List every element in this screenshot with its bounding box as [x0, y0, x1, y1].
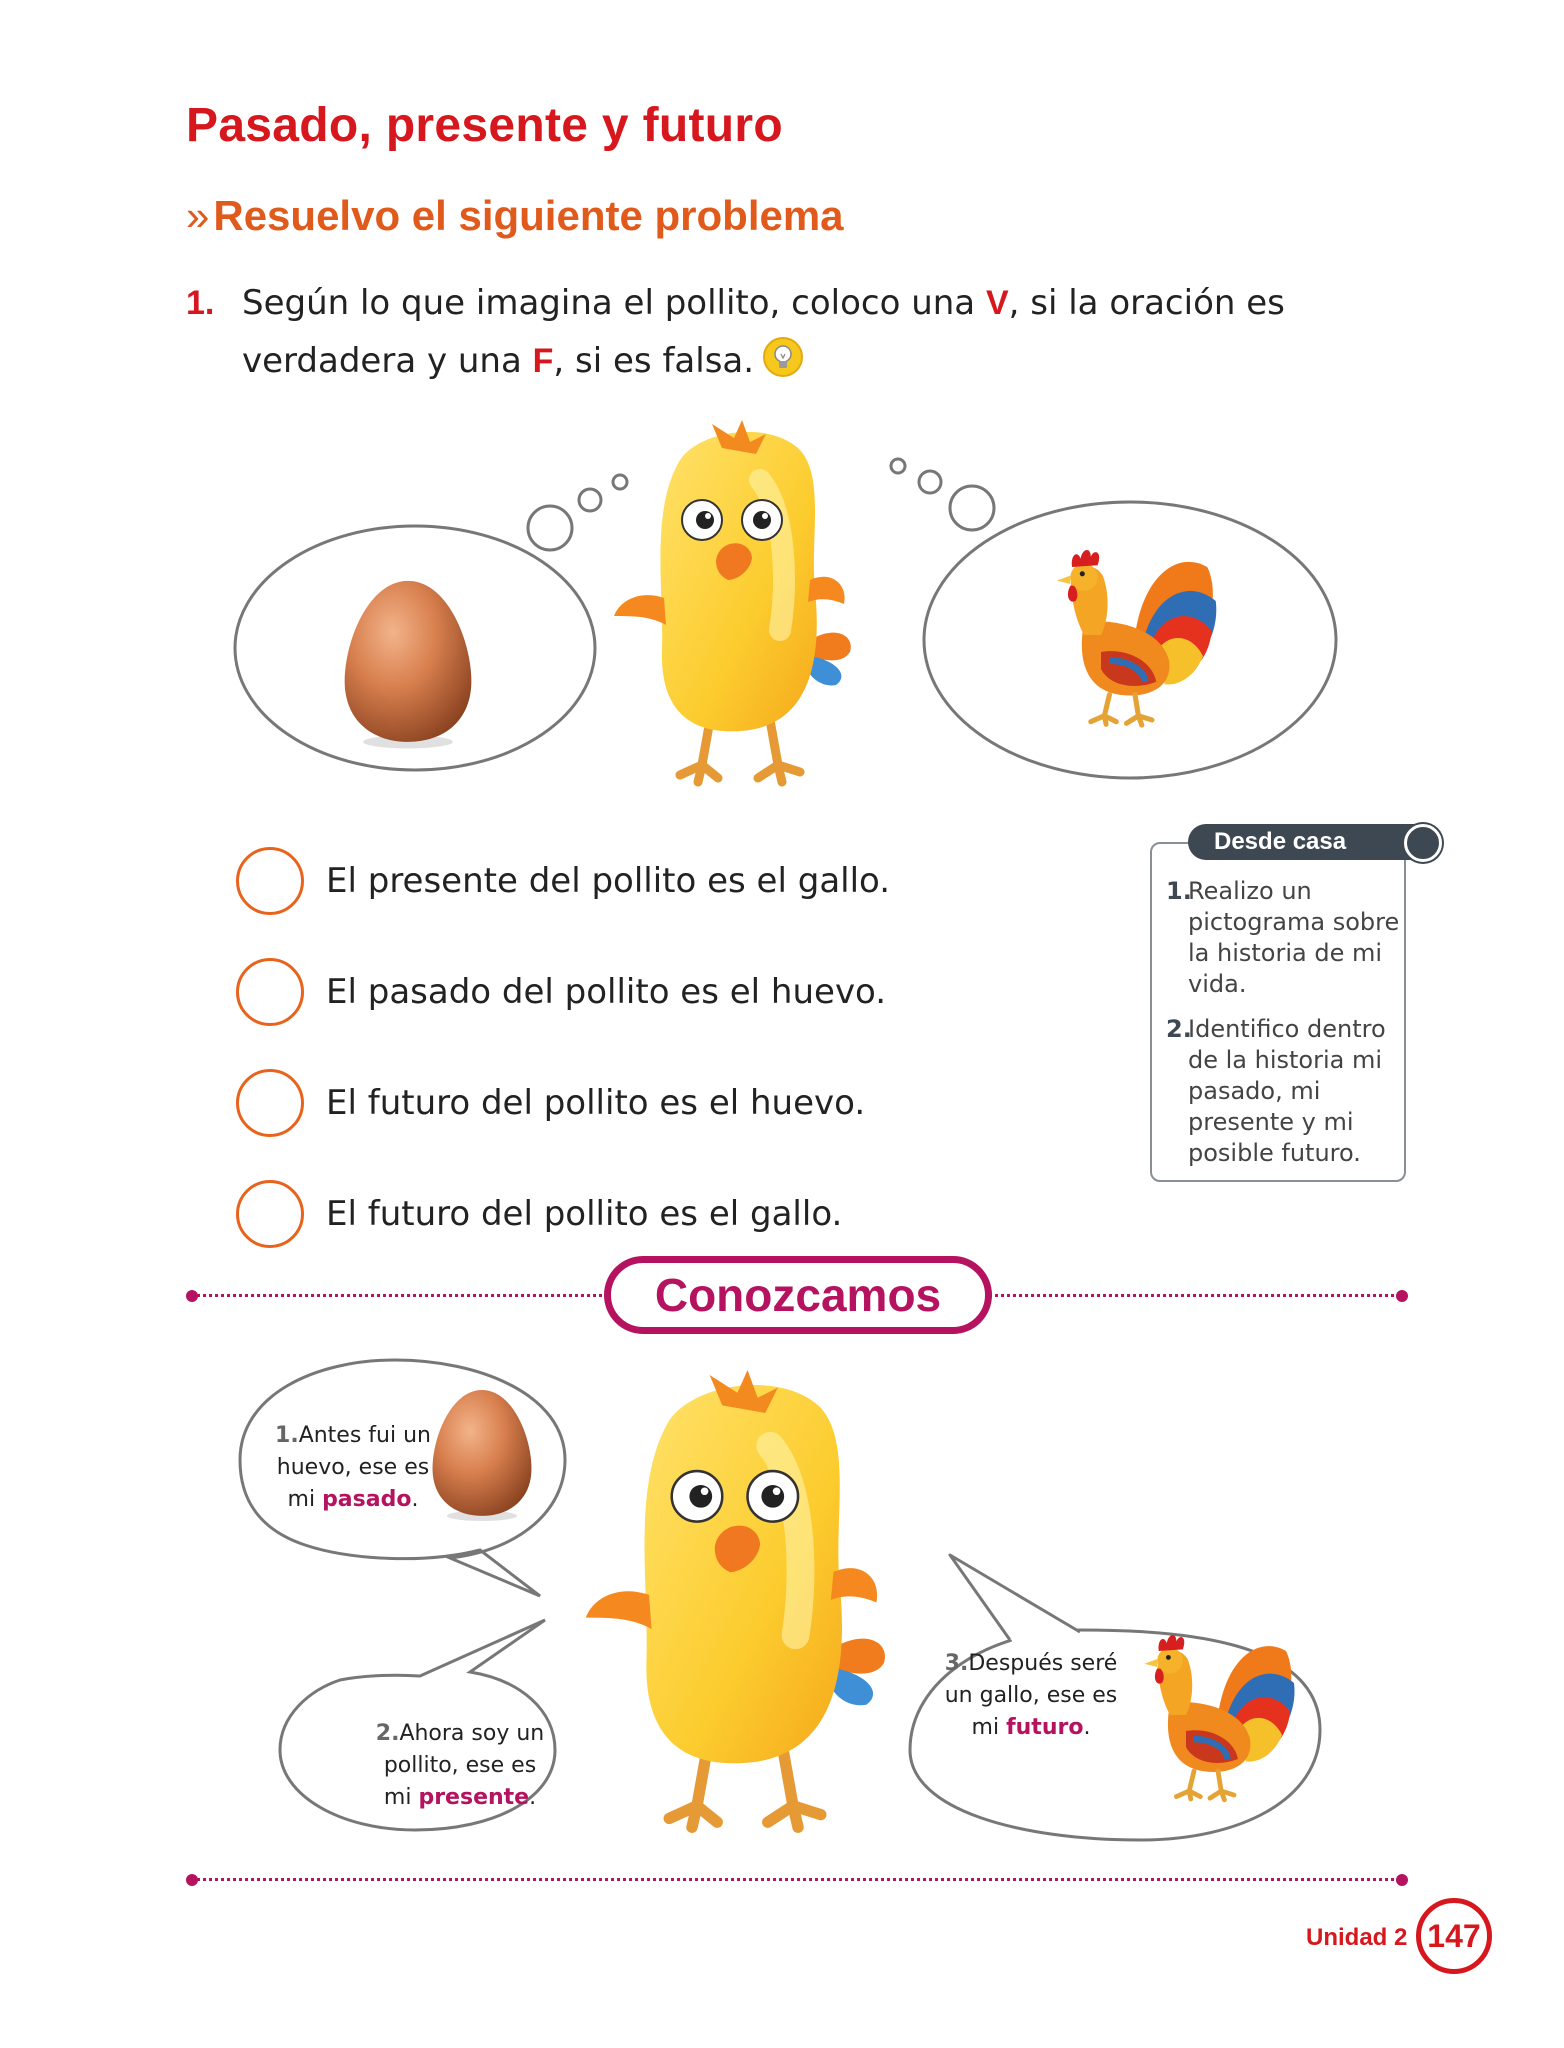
desde-casa-item	[1166, 1014, 1400, 1169]
keyword-pasado: pasado	[322, 1487, 412, 1512]
thought-dot	[950, 486, 994, 530]
bubble-line-3-post: .	[529, 1785, 537, 1810]
statement-row	[236, 1066, 865, 1140]
keyword-futuro: futuro	[1006, 1715, 1084, 1740]
answer-circle[interactable]	[236, 847, 304, 915]
dotted-divider	[190, 1878, 1402, 1881]
bubble-text-future	[936, 1648, 1126, 1744]
divider-dot	[1396, 1874, 1408, 1886]
statement-text: El pasado del pollito es el huevo.	[326, 972, 887, 1012]
page-title: Pasado, presente y futuro	[186, 99, 783, 152]
bubble-line-3-pre: mi	[383, 1785, 419, 1810]
unit-label: Unidad 2	[1306, 1924, 1408, 1951]
bubble-line-3-post: .	[1083, 1715, 1091, 1740]
bubble-number: 3.	[944, 1651, 969, 1676]
instruction-part-2: , si la oración es verdadera y una	[242, 283, 1285, 381]
section-title	[186, 192, 844, 240]
desde-casa-tab: Desde casa	[1188, 824, 1428, 860]
page-number: 147	[1416, 1898, 1492, 1974]
chick-image	[586, 1370, 885, 1827]
instruction-part-1: Según lo que imagina el pollito, coloco una	[242, 283, 986, 323]
bubble-line	[268, 1420, 438, 1452]
chick-imagination-illustration	[230, 410, 1350, 810]
statement-row	[236, 844, 890, 918]
statement-row	[236, 955, 886, 1029]
bubble-line-1: Ahora soy un	[399, 1721, 545, 1746]
chick-image	[614, 420, 851, 782]
bubble-line-1: Antes fui un	[298, 1423, 431, 1448]
bubble-line	[268, 1484, 438, 1516]
item-number: 2.	[1166, 1015, 1192, 1043]
bubble-number: 2.	[375, 1721, 400, 1746]
item-text: Realizo un pictograma sobre la historia de mi vida.	[1188, 877, 1400, 998]
desde-casa-knob-icon	[1404, 824, 1442, 862]
statement-text: El futuro del pollito es el gallo.	[326, 1194, 843, 1234]
bubble-text-present	[370, 1718, 550, 1814]
mark-f: F	[532, 342, 554, 380]
answer-circle[interactable]	[236, 1069, 304, 1137]
bubble-number: 1.	[275, 1423, 299, 1448]
thought-dot	[528, 506, 572, 550]
bubble-line	[370, 1782, 550, 1814]
item-number: 1.	[1166, 877, 1192, 905]
thought-dot	[613, 475, 627, 489]
bubble-text-past	[268, 1420, 438, 1516]
bubble-line	[936, 1648, 1126, 1680]
bubble-line-3-post: .	[411, 1487, 419, 1512]
divider-dot	[1396, 1290, 1408, 1302]
bubble-line: pollito, ese es	[383, 1753, 537, 1778]
bubble-line	[370, 1718, 550, 1750]
thought-dot	[891, 459, 905, 473]
lightbulb-icon	[762, 336, 804, 378]
bubble-line: un gallo, ese es	[944, 1683, 1118, 1708]
divider-dot	[186, 1874, 198, 1886]
statement-text: El presente del pollito es el gallo.	[326, 861, 891, 901]
divider-dot	[186, 1290, 198, 1302]
activity-number: 1.	[186, 284, 215, 322]
thought-dot	[579, 489, 601, 511]
desde-casa-item	[1166, 876, 1400, 1000]
item-text: Identifico dentro de la historia mi pasado, mi presente y mi posible futuro.	[1188, 1015, 1386, 1167]
answer-circle[interactable]	[236, 958, 304, 1026]
bubble-line-3-pre: mi	[971, 1715, 1007, 1740]
bubble-line: huevo, ese es	[276, 1455, 430, 1480]
answer-circle[interactable]	[236, 1180, 304, 1248]
section-title-text: Resuelvo el siguiente problema	[213, 192, 844, 239]
conozcamos-heading: Conozcamos	[604, 1256, 992, 1334]
thought-dot	[919, 471, 941, 493]
bubble-line-3-pre: mi	[287, 1487, 323, 1512]
mark-v: V	[985, 284, 1009, 322]
section-marker: »	[186, 192, 210, 239]
activity-instruction	[186, 274, 1366, 390]
bubble-line-1: Después seré	[968, 1651, 1118, 1676]
statement-text: El futuro del pollito es el huevo.	[326, 1083, 866, 1123]
instruction-text	[186, 274, 1366, 390]
keyword-presente: presente	[418, 1785, 530, 1810]
instruction-part-3: , si es falsa.	[553, 341, 755, 381]
bubble-line	[936, 1712, 1126, 1744]
statement-row	[236, 1177, 842, 1251]
speech-bubble-tail	[950, 1555, 1080, 1640]
